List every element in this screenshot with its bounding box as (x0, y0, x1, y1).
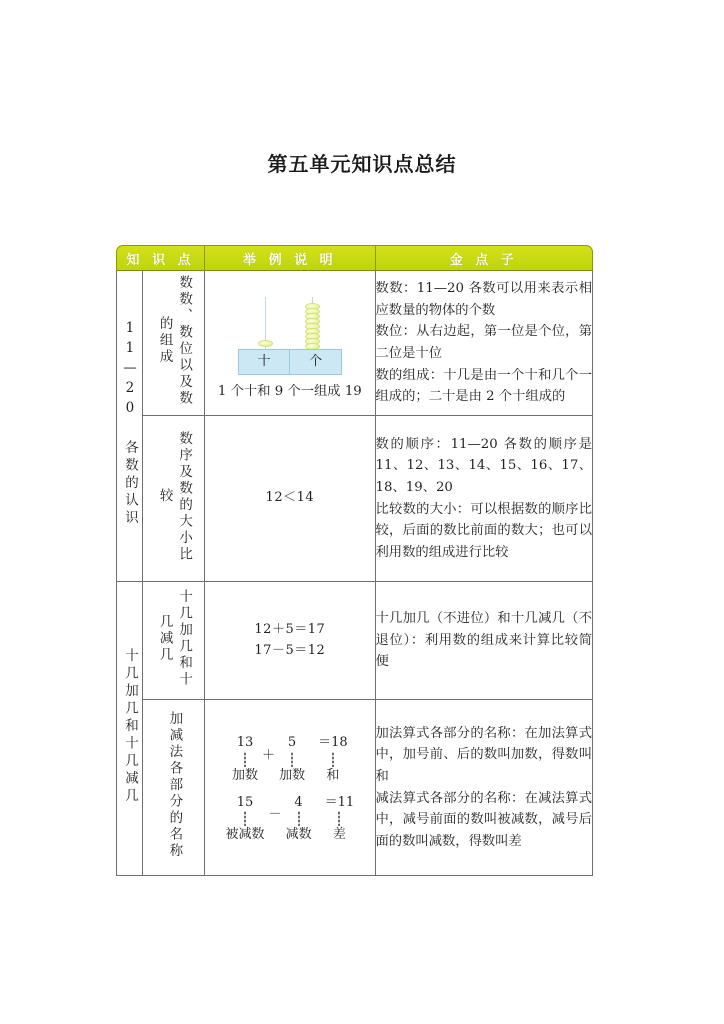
column-header-knowledge-point: 知 识 点 (116, 245, 205, 271)
addition-sum (318, 736, 348, 784)
topic-cell-2 (143, 416, 205, 582)
topic-label-4: 加减法各部分的名称 (166, 711, 183, 860)
example-expression: 12＋5＝17 (254, 621, 326, 637)
subtraction-equals: ＝ (324, 794, 338, 810)
golden-idea-cell-4 (376, 700, 593, 876)
golden-idea-cell-2 (376, 416, 593, 582)
abacus-graphic (230, 291, 350, 377)
golden-idea-line: 数位：从右边起，第一位是个位，第二位是十位 (375, 324, 592, 361)
addition-term-1-value: 13 (236, 734, 254, 750)
addition-term-2-value: 5 (287, 734, 297, 750)
subtraction-minuend-label: 被减数 (225, 827, 265, 843)
table-row (116, 416, 593, 582)
golden-idea-line: 数数：11—20 各数可以用来表示相应数量的物体的个数 (375, 281, 592, 318)
addition-term-2 (279, 736, 305, 784)
group-label-cell-2 (116, 582, 143, 876)
group-label-1: 11—20 各数的认识 (121, 320, 138, 528)
subtraction-operator: － (268, 807, 282, 823)
addition-sum-label: 和 (326, 767, 340, 783)
connector-dots (338, 811, 340, 826)
addition-naming-diagram (232, 736, 348, 784)
golden-idea-line: 减法算式各部分的名称：在减法算式中，减号前面的数叫被减数，减号后面的数叫减数，得数叫差 (375, 790, 592, 849)
group-label-cell-1 (116, 271, 143, 582)
addition-term-2-label: 加数 (279, 767, 306, 783)
addition-term-1 (232, 736, 258, 784)
page-title: 第五单元知识点总结 (267, 152, 457, 176)
golden-idea-line: 加法算式各部分的名称：在加法算式中，加号前、后的数叫加数，得数叫和 (375, 725, 592, 784)
subtraction-minuend (226, 796, 265, 844)
golden-idea-line: 数的顺序：11—20 各数的顺序是 11、12、13、14、15、16、17、18、19、20 (375, 436, 592, 495)
golden-idea-cell-3 (376, 582, 593, 700)
golden-idea-line: 十几加几（不进位）和十几减几（不退位）：利用数的组成来计算比较简便 (375, 611, 592, 670)
table-row (116, 271, 593, 416)
subtraction-subtrahend-label: 减数 (285, 827, 312, 843)
table-row (116, 582, 593, 700)
golden-idea-line: 数的组成：十几是由一个十和几个一组成的；二十是由 2 个十组成的 (375, 367, 592, 405)
subtraction-difference (325, 796, 355, 844)
subtraction-difference-label: 差 (332, 827, 346, 843)
addition-result: 18 (331, 734, 348, 750)
connector-dots (244, 752, 246, 767)
connector-dots (298, 811, 300, 826)
knowledge-summary-table (116, 245, 593, 876)
addition-sum-value (318, 736, 348, 751)
subtraction-subtrahend-value: 4 (294, 794, 303, 810)
example-cell-3 (205, 582, 375, 700)
topic-label-1: 数数、数位以及数的组成 (156, 275, 193, 407)
connector-dots (291, 752, 293, 767)
example-cell-4 (205, 700, 375, 876)
topic-label-2: 数序及数的大小比较 (156, 430, 193, 563)
example-cell-1 (205, 271, 375, 416)
connector-dots (332, 752, 334, 767)
abacus-place-label-ones: 个 (309, 353, 323, 369)
group-label-2: 十几加几和十几减几 (121, 647, 138, 806)
topic-cell-3 (143, 582, 205, 700)
topic-cell-1 (143, 271, 205, 416)
table-header-row (116, 245, 593, 271)
topic-cell-4 (143, 700, 205, 876)
example-expression: 17－5＝12 (254, 642, 326, 658)
table-row (116, 700, 593, 876)
subtraction-subtrahend (286, 796, 312, 844)
abacus-place-label-tens: 十 (239, 350, 291, 374)
abacus-base (238, 349, 342, 375)
subtraction-result: 11 (337, 794, 355, 810)
column-header-example: 举 例 说 明 (205, 245, 375, 271)
addition-term-1-label: 加数 (232, 767, 259, 783)
connector-dots (244, 811, 246, 826)
subtraction-minuend-value: 15 (236, 794, 254, 810)
example-cell-2 (205, 416, 375, 582)
golden-idea-line: 比较数的大小：可以根据数的顺序比较，后面的数比前面的数大；也可以利用数的组成进行比较 (375, 501, 592, 560)
subtraction-naming-diagram (226, 796, 355, 844)
addition-equals: ＝ (318, 734, 332, 750)
example-expression: 12＜14 (265, 490, 315, 506)
column-header-golden-idea: 金 点 子 (376, 245, 593, 271)
golden-idea-cell-1 (376, 271, 593, 416)
subtraction-difference-value (325, 796, 355, 811)
abacus-bead (258, 340, 273, 347)
addition-operator: ＋ (262, 747, 276, 763)
abacus-caption: 1 个十和 9 个一组成 19 (217, 384, 362, 400)
topic-label-3: 十几加几和十几减几 (156, 589, 193, 688)
abacus-illustration (205, 283, 374, 402)
